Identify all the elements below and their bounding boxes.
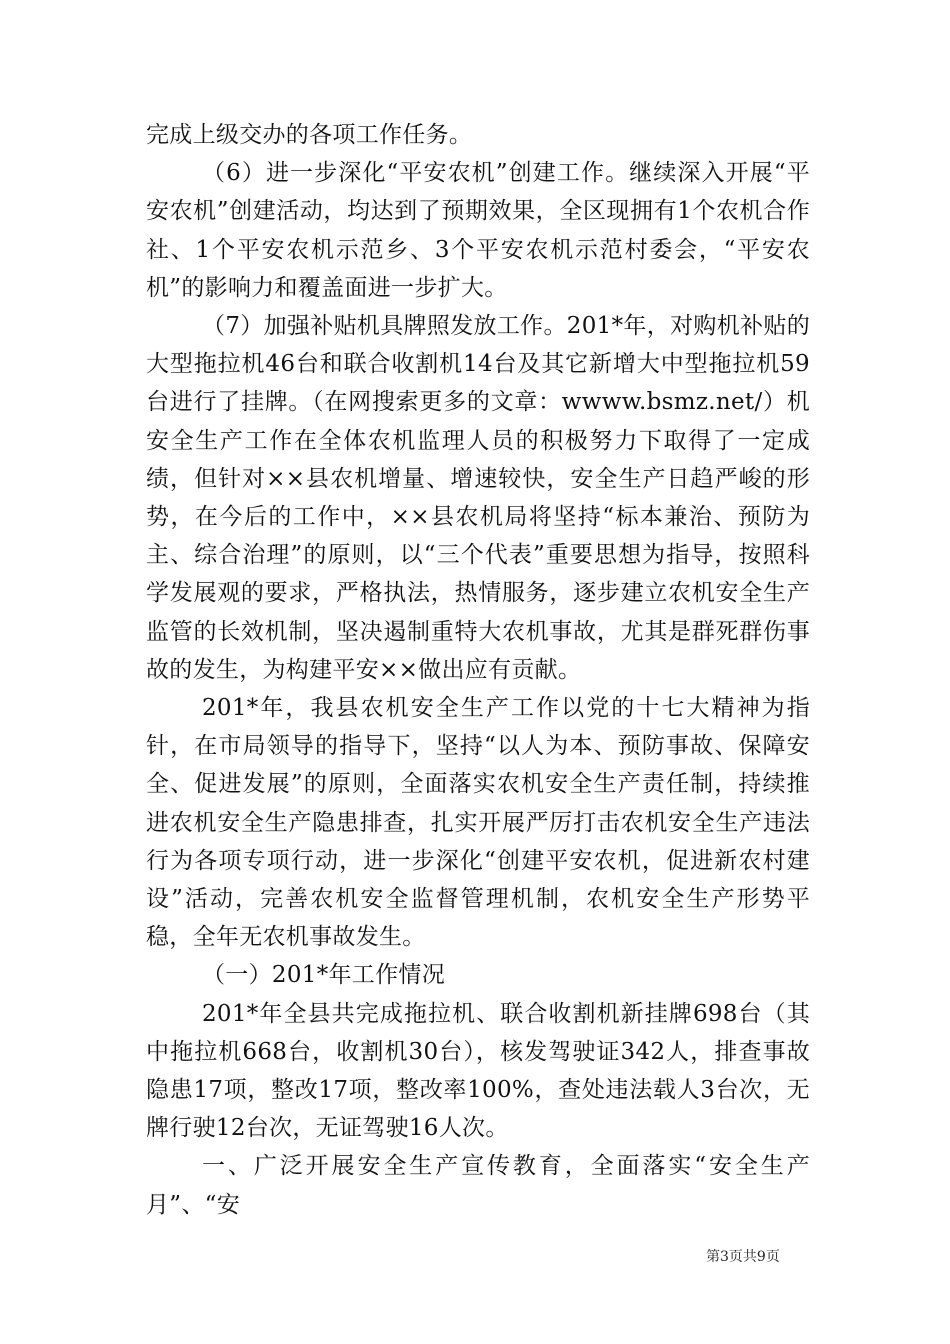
paragraph-6: 一、广泛开展安全生产宣传教育，全面落实“安全生产月”、“安 bbox=[146, 1153, 810, 1218]
paragraph-3: （7）加强补贴机具牌照发放工作。201*年，对购机补贴的大型拖拉机46台和联合收割机14台及其它新增大中型拖拉机59台进行了挂牌。（在网搜索更多的文章：wwww.bsmz.net/）机安全生产工作在全体农机监理人员的积极努力下取得了一定成绩，但针对××县农机增量、增速较快，安全生产日趋严峻的形势，在今后的工作中，××县农机局将坚持“标本兼治、预防为主、综合治理”的原则，以“三个代表”重要思想为指导，按照科学发展观的要求，严格执法，热情服务，逐步建立农机安全生产监管的长效机制，坚决遏制重特大农机事故，尤其是群死群伤事故的发生，为构建平安××做出应有贡献。 bbox=[146, 313, 810, 683]
paragraph-2: （6）进一步深化“平安农机”创建工作。继续深入开展“平安农机”创建活动，均达到了预期效果，全区现拥有1个农机合作社、1个平安农机示范乡、3个平安农机示范村委会，“平安农机”的影响力和覆盖面进一步扩大。 bbox=[146, 160, 810, 301]
paragraph-4: 201*年，我县农机安全生产工作以党的十七大精神为指针，在市局领导的指导下，坚持“以人为本、预防事故、保障安全、促进发展”的原则，全面落实农机安全生产责任制，持续推进农机安全生产隐患排查，扎实开展严厉打击农机安全生产违法行为各项专项行动，进一步深化“创建平安农机，促进新农村建设”活动，完善农机安全监督管理机制，农机安全生产形势平稳，全年无农机事故发生。 bbox=[146, 695, 810, 951]
page-number: 第3页共9页 bbox=[706, 1249, 780, 1265]
paragraph-1: 完成上级交办的各项工作任务。 bbox=[146, 122, 473, 148]
section-heading: （一）201*年工作情况 bbox=[202, 962, 445, 989]
paragraph-5: 201*年全县共完成拖拉机、联合收割机新挂牌698台（其中拖拉机668台，收割机30台），核发驾驶证342人，排查事故隐患17项，整改17项，整改率100%，查处违法载人3台次，无牌行驶12台次，无证驾驶16人次。 bbox=[146, 1000, 810, 1142]
document-body bbox=[146, 116, 810, 1224]
